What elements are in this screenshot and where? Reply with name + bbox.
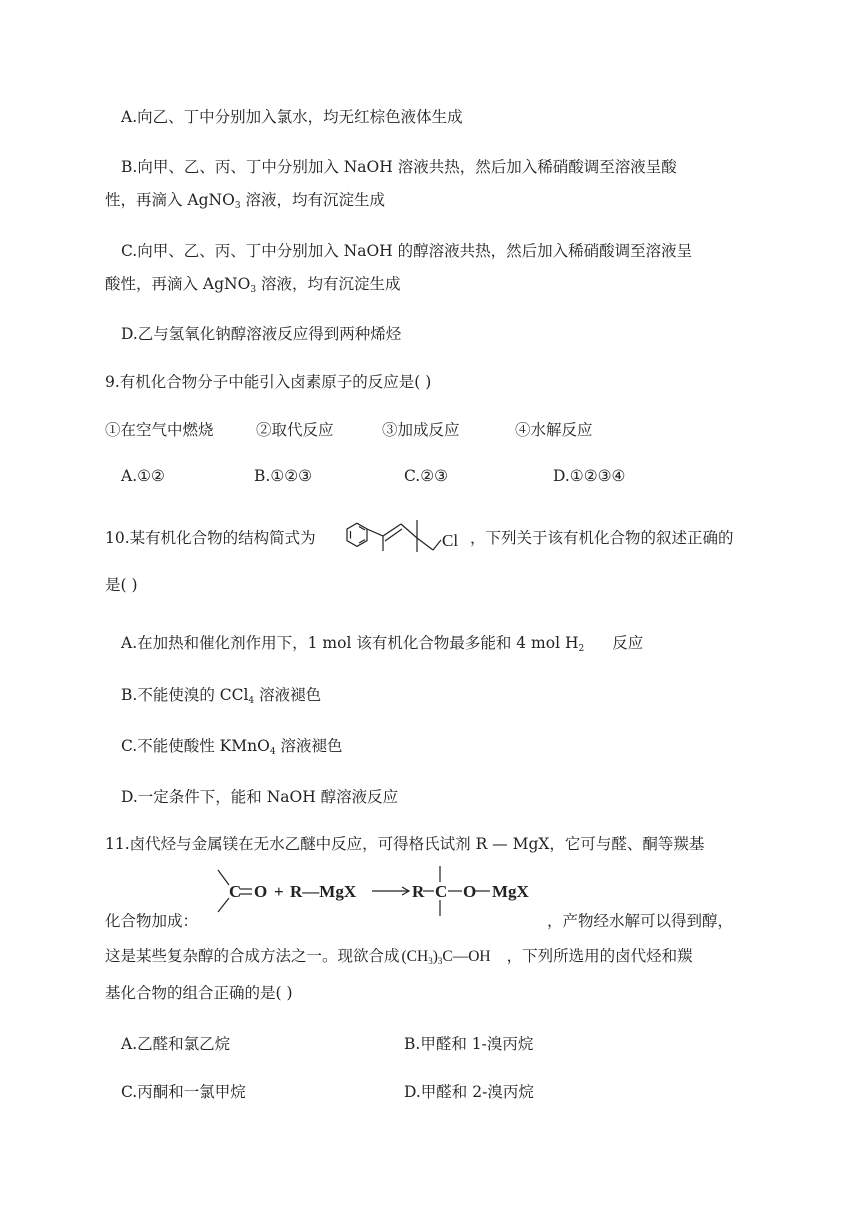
svg-text:+: +: [274, 882, 284, 901]
q10-stem-part2: ，下列关于该有机化合物的叙述正确的: [470, 529, 734, 547]
q8-option-d: D.乙与氢氧化钠醇溶液反应得到两种烯烃: [121, 325, 402, 343]
q10-option-c: C.不能使酸性 KMnO$_4$ 溶液褪色: [121, 737, 343, 757]
q9-item-2: ②取代反应: [256, 421, 334, 439]
q9-option-a: A.①②: [121, 467, 165, 485]
q9-option-b: B.①②③: [254, 467, 313, 485]
q9-stem: 9.有机化合物分子中能引入卤素原子的反应是( ): [105, 373, 432, 391]
chlorine-label: Cl: [442, 531, 459, 550]
q10-stem-line2: 是( ): [105, 576, 138, 594]
q9-option-c: C.②③: [404, 467, 449, 485]
q8-option-c-line1: C.向甲、乙、丙、丁中分别加入 NaOH 的醇溶液共热，然后加入稀硝酸调至溶液呈: [121, 242, 693, 260]
q11-option-d: D.甲醛和 2-溴丙烷: [404, 1083, 534, 1101]
svg-text:O: O: [254, 882, 268, 901]
q8-option-c-line2: 酸性，再滴入 AgNO$_3$ 溶液，均有沉淀生成: [105, 275, 401, 295]
double-bond: [383, 524, 401, 536]
svg-text:MgX: MgX: [492, 882, 529, 901]
q8-option-b-line1: B.向甲、乙、丙、丁中分别加入 NaOH 溶液共热，然后加入稀硝酸调至溶液呈酸: [121, 158, 677, 176]
q10-option-b: B.不能使溴的 CCl$_4$ 溶液褪色: [121, 686, 322, 706]
q10-stem-part1: 10.某有机化合物的结构简式为: [105, 529, 316, 547]
svg-text:C: C: [435, 882, 448, 901]
q8-option-b-line2: 性，再滴入 AgNO$_3$ 溶液，均有沉淀生成: [105, 191, 385, 211]
q11-stem-line4: 基化合物的组合正确的是( ): [105, 984, 293, 1002]
svg-text:R: R: [412, 882, 425, 901]
q9-item-4: ④水解反应: [515, 421, 593, 439]
q11-option-c: C.丙酮和一氯甲烷: [121, 1083, 246, 1101]
q11-stem-part3: ，产物经水解可以得到醇，: [547, 912, 734, 930]
q9-item-3: ③加成反应: [382, 421, 460, 439]
q8-option-a: A.向乙、丁中分别加入氯水，均无红棕色液体生成: [121, 108, 463, 126]
q10-structure-diagram: [333, 510, 469, 560]
q11-option-a: A.乙醛和氯乙烷: [121, 1035, 231, 1053]
q11-option-b: B.甲醛和 1-溴丙烷: [404, 1035, 534, 1053]
chain-bond: [367, 529, 383, 536]
svg-text:O: O: [463, 882, 477, 901]
q11-stem-line3: 这是某些复杂醇的合成方法之一。现欲合成 $(CH_3)_3C—OH$ ，下列所选用的卤代烃和羰: [105, 947, 693, 966]
svg-text:C: C: [229, 882, 242, 901]
q9-option-d: D.①②③④: [553, 467, 626, 485]
q10-option-d: D.一定条件下，能和 NaOH 醇溶液反应: [121, 788, 399, 806]
grignard-reaction-equation: [212, 860, 542, 922]
svg-text:R—MgX: R—MgX: [290, 882, 357, 901]
q9-item-1: ①在空气中燃烧: [105, 421, 214, 439]
q11-stem-line1: 11.卤代烃与金属镁在无水乙醚中反应，可得格氏试剂 R — MgX，它可与醛、酮等羰基: [105, 835, 705, 853]
q11-stem-part2: 化合物加成：: [105, 912, 199, 930]
q10-option-a: A.在加热和催化剂作用下，1 mol 该有机化合物最多能和 4 mol $H_2$ 反应: [121, 634, 644, 654]
